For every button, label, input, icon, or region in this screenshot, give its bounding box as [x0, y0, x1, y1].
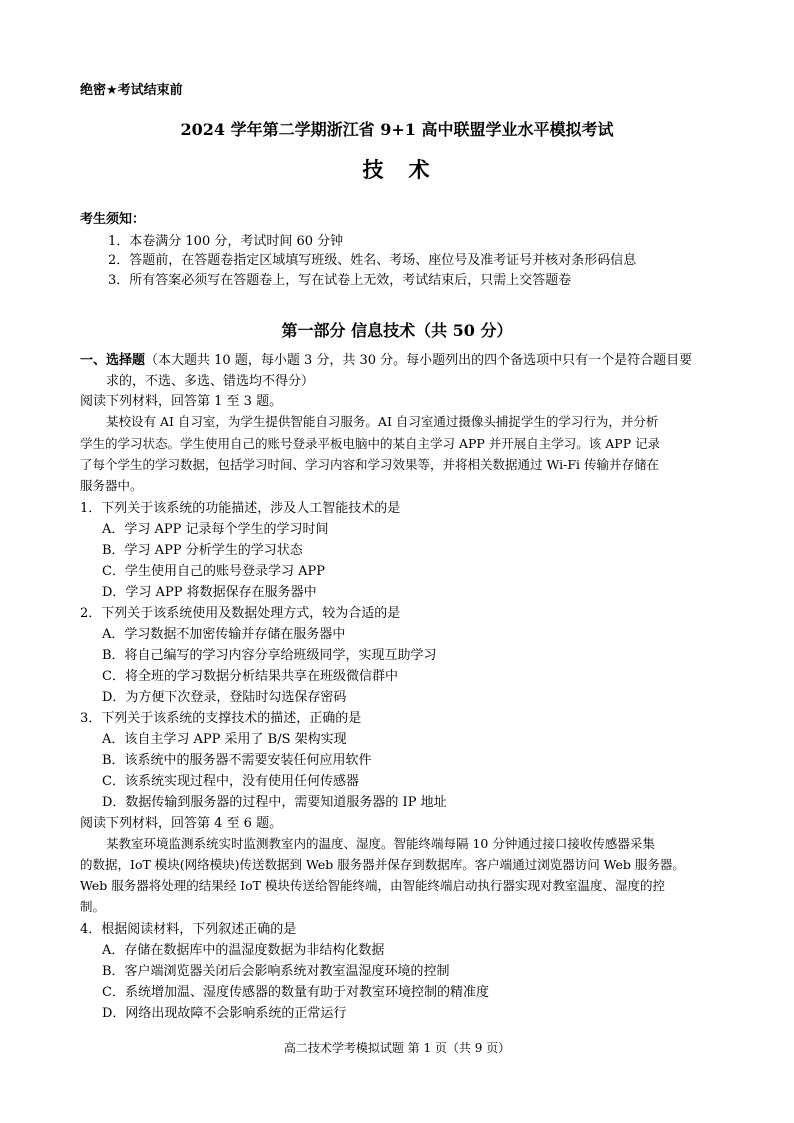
section-label: 一、选择题: [80, 353, 146, 368]
material-line: 的数据，IoT 模块(网络模块)传送数据到 Web 服务器并保存到数据库。客户端通过浏览器访问 Web 服务器。: [80, 857, 685, 872]
answer-option: A．学习 APP 记录每个学生的学习时间: [102, 522, 329, 537]
material-line: 某教室环境监测系统实时监测教室内的温度、湿度。智能终端每隔 10 分钟通过接口接收传感器采集: [106, 836, 655, 851]
answer-option: C．系统增加温、湿度传感器的数量有助于对教室环境控制的精准度: [102, 985, 489, 1000]
material-line: 了每个学生的学习数据，包括学习时间、学习内容和学习效果等，并将相关数据通过 Wi-Fi 传输并存储在: [80, 457, 659, 472]
page-footer: 高二技术学考模拟试题 第 1 页（共 9 页）: [283, 1041, 511, 1055]
material-line: 某校设有 AI 自习室，为学生提供智能自习服务。AI 自习室通过摄像头捕捉学生的学习行为，并分析: [106, 414, 659, 429]
question-stem: 1．下列关于该系统的功能描述，涉及人工智能技术的是: [80, 501, 401, 516]
answer-option: D．为方便下次登录，登陆时勾选保存密码: [102, 690, 347, 705]
section-description-cont: 求的，不选、多选、错选均不得分）: [106, 374, 315, 389]
notice-heading: 考生须知：: [80, 212, 146, 227]
answer-option: D．数据传输到服务器的过程中，需要知道服务器的 IP 地址: [102, 795, 447, 810]
answer-option: A．存储在数据库中的温湿度数据为非结构化数据: [102, 943, 385, 958]
material-line: 学生的学习状态。学生使用自己的账号登录平板电脑中的某自主学习 APP 并开展自主学习。该 APP 记录: [80, 436, 661, 451]
answer-option: B．客户端浏览器关闭后会影响系统对教室温湿度环境的控制: [102, 964, 450, 979]
question-stem: 3．下列关于该系统的支撑技术的描述，正确的是: [80, 711, 362, 726]
question-stem: 2．下列关于该系统使用及数据处理方式，较为合适的是: [80, 606, 401, 621]
notice-item: 2．答题前，在答题卷指定区域填写班级、姓名、考场、座位号及准考证号并核对条形码信息: [108, 253, 637, 268]
section-description: （本大题共 10 题，每小题 3 分，共 30 分。每小题列出的四个备选项中只有一个是符合题目要: [145, 353, 693, 368]
answer-option: A．学习数据不加密传输并存储在服务器中: [102, 627, 346, 642]
material-line: 服务器中。: [80, 478, 143, 493]
answer-option: D．学习 APP 将数据保存在服务器中: [102, 585, 317, 600]
question-stem: 4．根据阅读材料，下列叙述正确的是: [80, 922, 297, 937]
notice-item: 3．所有答案必须写在答题卷上，写在试卷上无效，考试结束后，只需上交答题卷: [108, 273, 572, 288]
section-heading: [80, 349, 692, 368]
answer-option: C．学生使用自己的账号登录学习 APP: [102, 564, 325, 579]
answer-option: B．该系统中的服务器不需要安装任何应用软件: [102, 753, 372, 768]
material-line: Web 服务器将处理的结果经 IoT 模块传送给智能终端，由智能终端启动执行器实现对教室温度、湿度的控: [80, 878, 665, 893]
answer-option: C．该系统实现过程中，没有使用任何传感器: [102, 774, 359, 789]
subject-title: 技 术: [362, 157, 432, 182]
exam-title: 2024 学年第二学期浙江省 9+1 高中联盟学业水平模拟考试: [180, 120, 614, 139]
answer-option: B．学习 APP 分析学生的学习状态: [102, 543, 303, 558]
answer-option: D．网络出现故障不会影响系统的正常运行: [102, 1006, 347, 1021]
confidential-mark: 绝密★考试结束前: [80, 83, 183, 98]
part-title: 第一部分 信息技术（共 50 分）: [281, 321, 513, 340]
answer-option: B．将自己编写的学习内容分享给班级同学，实现互助学习: [102, 648, 437, 663]
reading-instruction: 阅读下列材料，回答第 4 至 6 题。: [80, 816, 283, 831]
reading-instruction: 阅读下列材料，回答第 1 至 3 题。: [80, 394, 283, 409]
answer-option: A．该自主学习 APP 采用了 B/S 架构实现: [102, 732, 347, 747]
answer-option: C．将全班的学习数据分析结果共享在班级微信群中: [102, 669, 398, 684]
material-line: 制。: [80, 899, 106, 914]
notice-item: 1．本卷满分 100 分，考试时间 60 分钟: [108, 234, 344, 249]
